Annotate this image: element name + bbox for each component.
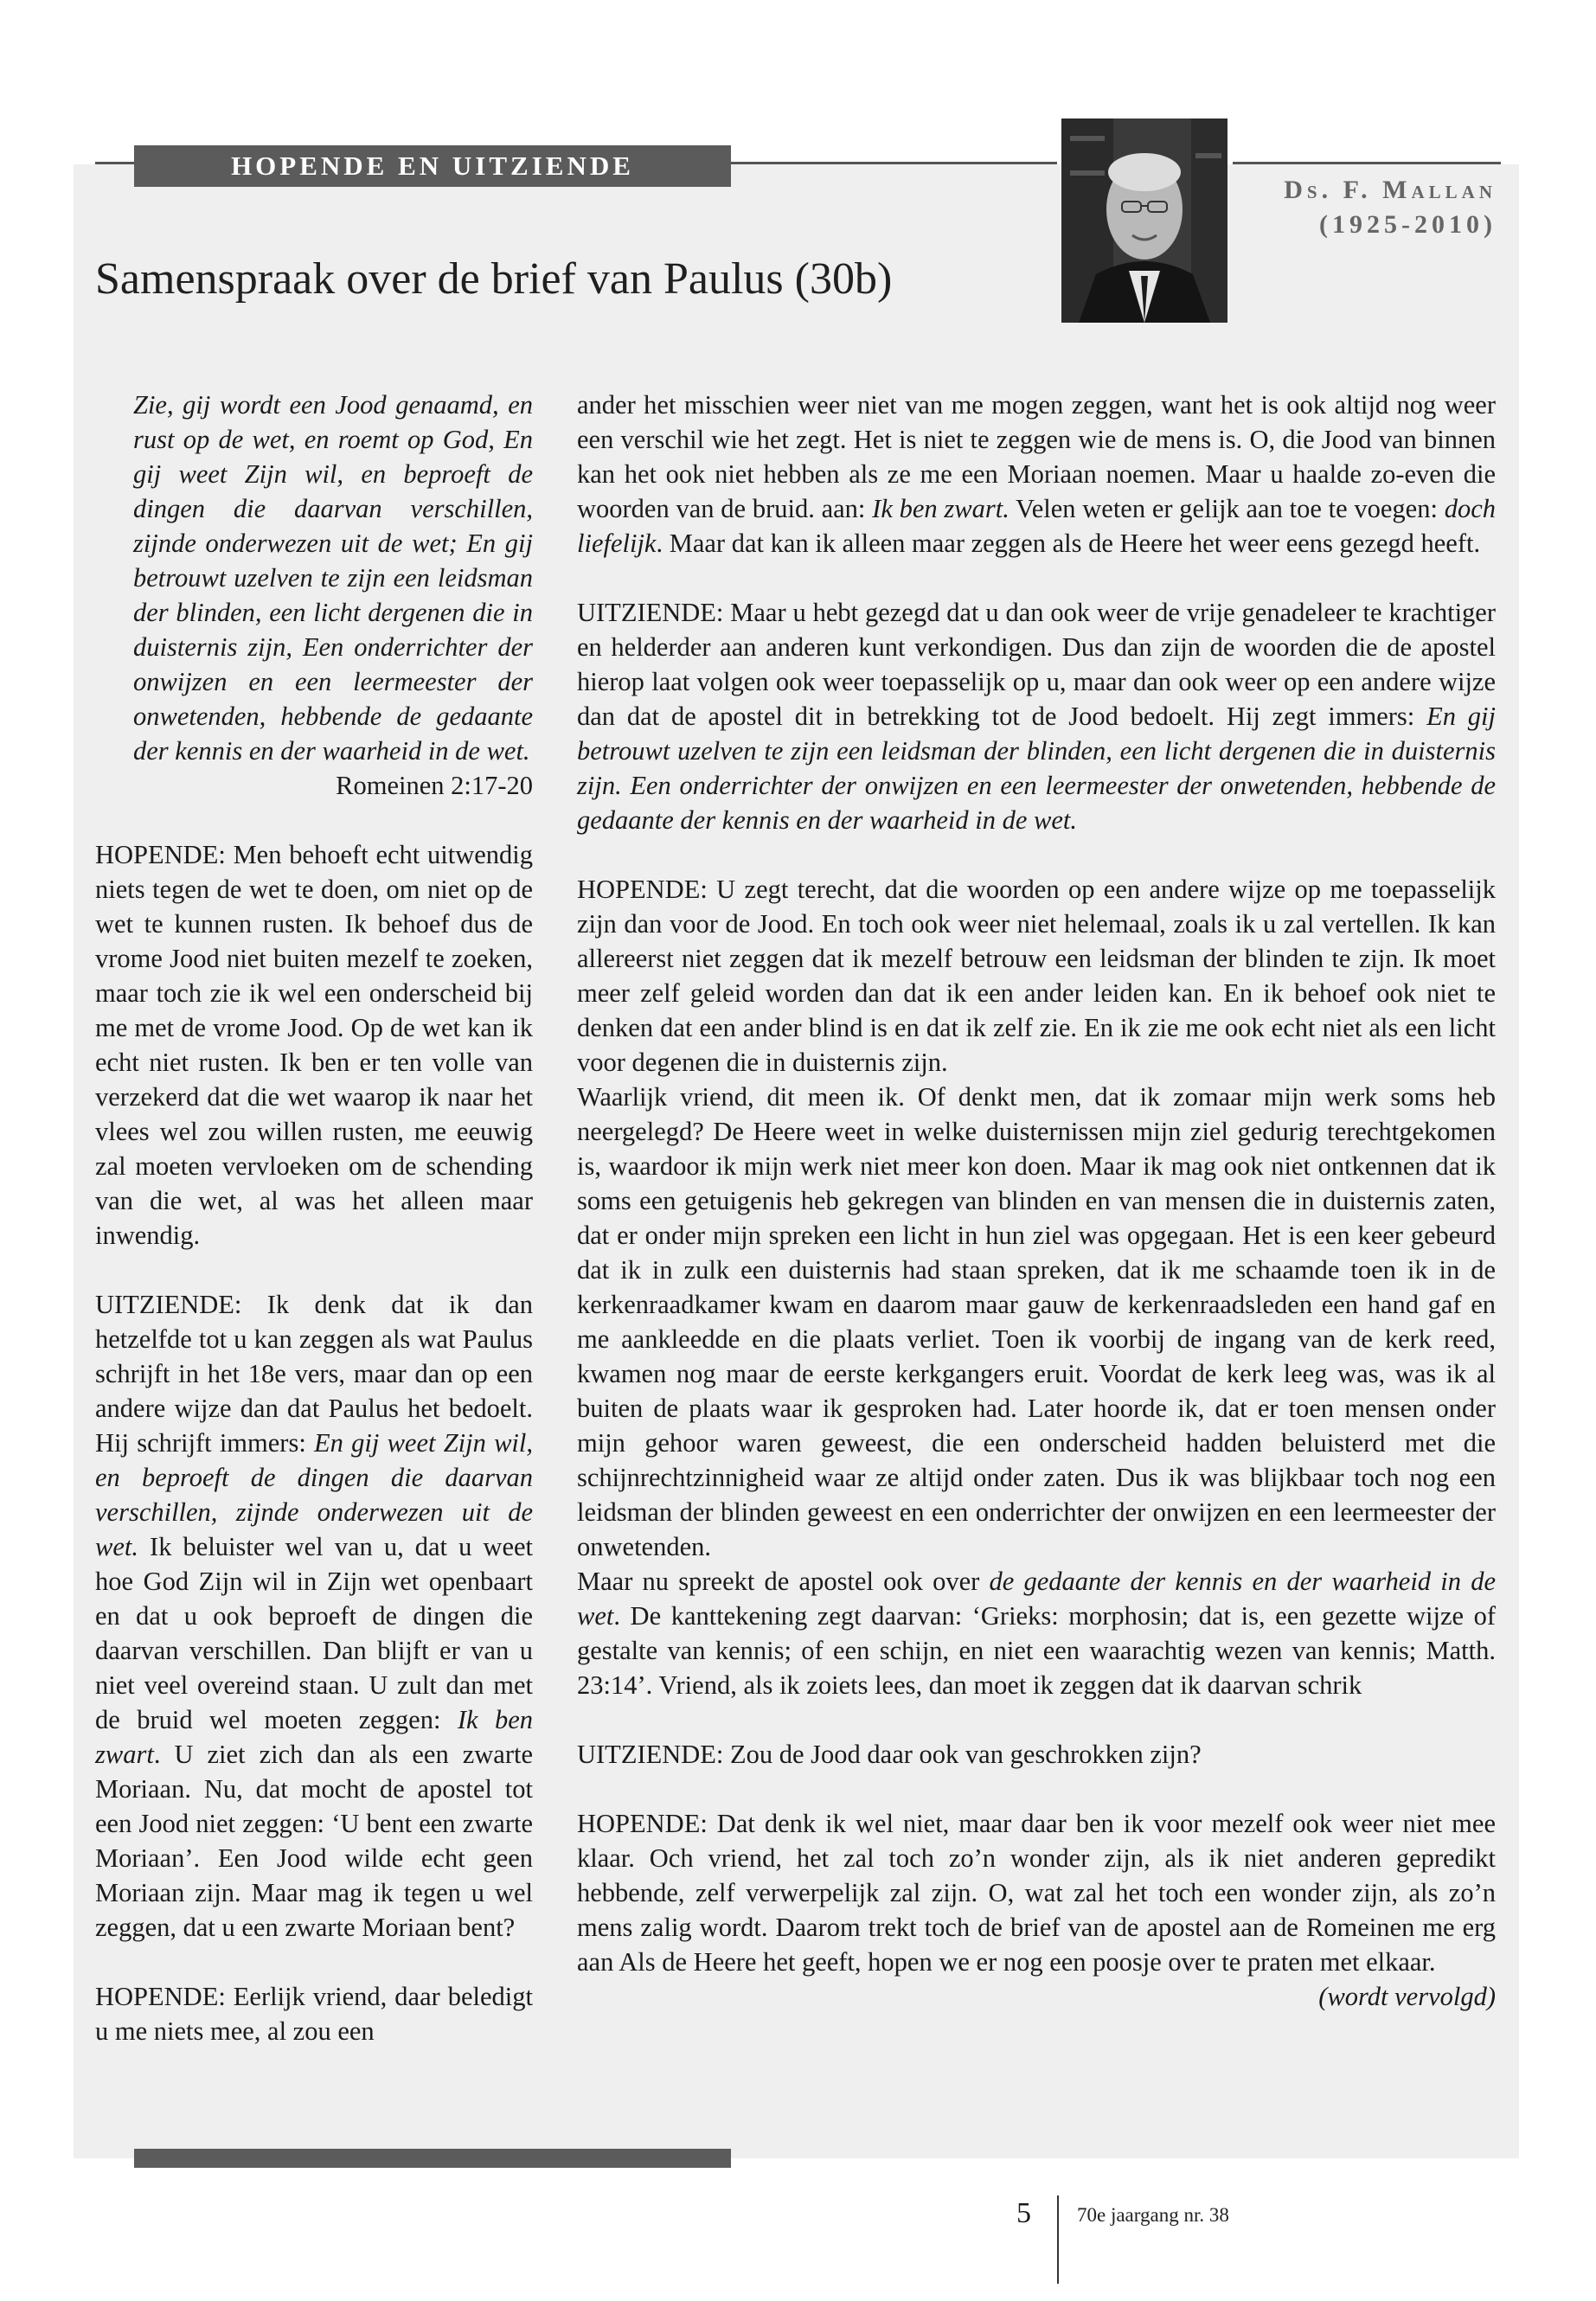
author-portrait-photo [1061, 119, 1227, 323]
section-label: HOPENDE EN UITZIENDE [134, 145, 731, 187]
text-run: Velen weten er gelijk aan toe te voegen: [1009, 494, 1445, 523]
text-run: Maar nu spreekt de apostel ook over [577, 1567, 990, 1596]
scripture-reference: Romeinen 2:17-20 [336, 771, 533, 800]
author-years: (1925-2010) [1319, 210, 1497, 239]
text-run: . U ziet zich dan als een zwarte Moriaan. Nu, dat mocht de apostel tot een Jood niet zeggen: ‘U bent een zwarte Moriaan’. Een Jood wilde echt geen Moriaan zijn. Maar mag ik tegen u wel zeggen, dat u een zwarte Moriaan bent? [95, 1740, 533, 1942]
text-run: . Maar dat kan ik alleen maar zeggen als de Heere het weer eens gezegd heeft. [656, 529, 1481, 558]
italic-run: En gij betrouwt uzelven te zijn een leidsman der blinden, een licht dergenen die in duisternis zijn. Een onderrichter der onwijzen en een leermeester der onwetenden, hebbende de gedaante der kennis en der waarheid in de wet. [577, 702, 1496, 835]
italic-run: Ik ben zwart. [872, 494, 1010, 523]
article-title: Samenspraak over de brief van Paulus (30b) [95, 254, 893, 304]
scripture-quote: Zie, gij wordt een Jood genaamd, en rust op de wet, en roemt op God, En gij weet Zijn wil, en beproeft de dingen die daarvan verschillen, zijnde onderwezen uit de wet; En gij betrouwt uzelven te zijn een leidsman der blinden, een licht dergenen die in duisternis zijn, Een onderrichter der onwijzen en een leermeester der onwetenden, hebbende de gedaante der kennis en der waarheid in de wet. [133, 390, 533, 766]
paragraph-hopende-4 [577, 1806, 1496, 2011]
paragraph-hopende-1: HOPENDE: Men behoeft echt uitwendig niets tegen de wet te doen, om niet op de wet te kunnen rusten. Ik behoef dus de vrome Jood niet buiten mezelf te zoeken, maar toch zie ik wel een onderscheid bij me met de vrome Jood. Op de wet kan ik echt niet rusten. Ik ben er ten volle van verzekerd dat die wet waarop ik naar het vlees wel zou willen rusten, me eeuwig zal moeten vervloeken om de schending van die wet, al was het alleen maar inwendig. [95, 840, 533, 1250]
paragraph-hopende-3b: Waarlijk vriend, dit meen ik. Of denkt men, dat ik zomaar mijn werk soms heb neergelegd? De Heere weet in welke duisternissen mijn ziel gedurig terechtgekomen is, waardoor ik mijn werk niet meer kon doen. Maar ik mag ook niet ontkennen dat ik soms een getuigenis heb gekregen van blinden en van mensen die in duisternis zaten, dat er onder mijn spreken een licht in hun ziel was opgegaan. Het is een keer gebeurd dat ik in zulk een duisternis had staan spreken, dat ik me schaamde toen ik in de kerkenraadkamer kwam en daarom maar gauw de kerkenraadsleden een hand gaf en me aankleedde en die plaats verliet. Toen ik voorbij de ingang van de kerk reed, kwamen nog maar de eerste kerkgangers eruit. Voordat de kerk leeg was, was ik al buiten de plaats waar ik gesproken had. Later hoorde ik, dat er toen mensen onder mijn gehoor waren geweest, die een onderscheid hadden beluisterd met die schijnrechtzinnigheid waar ze altijd onder zaten. Dus ik was blijkbaar toch nog een leidsman der blinden geweest en een onderrichter der onwijzen en een leermeester der onwetenden. [577, 1082, 1496, 1561]
right-column [577, 388, 1496, 2014]
text-run: UITZIENDE: Maar u hebt gezegd dat u dan ook weer de vrije genadeleer te krachtiger en helderder aan anderen kunt verkondigen. Dus dan zijn de woorden die de apostel hierop laat volgen ook weer toepasselijk op u, maar dan ook weer op een andere wijze dan dat de apostel dit in betrekking tot de Jood bedoelt. Hij zegt immers: [577, 598, 1496, 731]
footer-bar [134, 2149, 731, 2168]
author-name: Ds. F. Mallan [1284, 176, 1497, 204]
text-run: Ik beluister wel van u, dat u weet hoe God Zijn wil in Zijn wet openbaart en dat u ook beproeft de dingen die daarvan verschillen. Dan blijft er van u niet veel overeind staan. U zult dan met de bruid wel moeten zeggen: [95, 1532, 533, 1734]
paragraph-hopende-3: HOPENDE: U zegt terecht, dat die woorden op een andere wijze op me toepasselijk zijn dan voor de Jood. En toch ook weer niet helemaal, zoals ik u zal vertellen. Ik kan allereerst niet zeggen dat ik mezelf betrouw een leidsman der blinden te zijn. Ik moet meer zelf geleid worden dan dat ik een ander leiden kan. En ik behoef ook niet te denken dat een ander blind is en dat ik zelf zie. En ik zie me ook echt niet als een licht voor degenen die in duisternis zijn. [577, 875, 1496, 1077]
footer-divider [1057, 2195, 1059, 2284]
italic-run: En gij weet Zijn wil, en beproeft de dingen die daarvan verschillen, zijnde onderwezen uit de wet. [95, 1428, 534, 1561]
paragraph-continued [577, 388, 1496, 561]
paragraph-uitziende-2 [577, 595, 1496, 837]
header-rule-right [1233, 162, 1501, 164]
paragraph-uitziende-3: UITZIENDE: Zou de Jood daar ook van geschrokken zijn? [577, 1740, 1202, 1769]
text-run: UITZIENDE: Ik denk dat ik dan hetzelfde tot u kan zeggen als wat Paulus schrijft in het 18e vers, maar dan op een andere wijze dan dat Paulus het bedoelt. Hij schrijft immers: [95, 1290, 533, 1458]
paragraph-hopende-2: HOPENDE: Eerlijk vriend, daar beledigt u me niets mee, al zou een [95, 1982, 533, 2046]
page-number: 5 [1016, 2197, 1031, 2229]
issue-info: 70e jaargang nr. 38 [1077, 2204, 1229, 2226]
paragraph-uitziende-1 [95, 1287, 533, 1945]
text-run: . De kanttekening zegt daarvan: ‘Grieks: morphosin; dat is, een gezette wijze of gestalte van kennis; of een schijn, en niet een waarachtig wezen van kennis; Matth. 23:14’. Vriend, als ik zoiets lees, dan moet ik zeggen dat ik daarvan schrik [577, 1601, 1496, 1700]
italic-run: doch liefelijk [577, 494, 1496, 558]
paragraph-hopende-3c [577, 1564, 1496, 1702]
author-block [1284, 173, 1497, 242]
continued-note: (wordt vervolgd) [1318, 1982, 1496, 2011]
left-column [95, 388, 533, 2048]
italic-run: Ik ben zwart [95, 1705, 533, 1769]
italic-run: de gedaante der kennis en der waarheid in de wet [577, 1567, 1496, 1631]
text-run: HOPENDE: Dat denk ik wel niet, maar daar ben ik voor mezelf ook weer niet mee klaar. Och vriend, het zal toch zo’n wonder zijn, als ik niet anderen gepredikt hebbende, zelf verwerpelijk zal zijn. O, wat zal het toch een wonder zijn, als zo’n mens zalig wordt. Daarom trekt toch de brief van de apostel aan de Romeinen me erg aan Als de Heere het geeft, hopen we er nog een poosje over te praten met elkaar. [577, 1809, 1496, 1977]
text-run: ander het misschien weer niet van me mogen zeggen, want het is ook altijd nog weer een verschil wie het zegt. Het is niet te zeggen wie de mens is. O, die Jood van binnen kan het ook niet hebben als ze me een Moriaan noemen. Maar u haalde zo-even die woorden van de bruid. aan: [577, 390, 1496, 523]
